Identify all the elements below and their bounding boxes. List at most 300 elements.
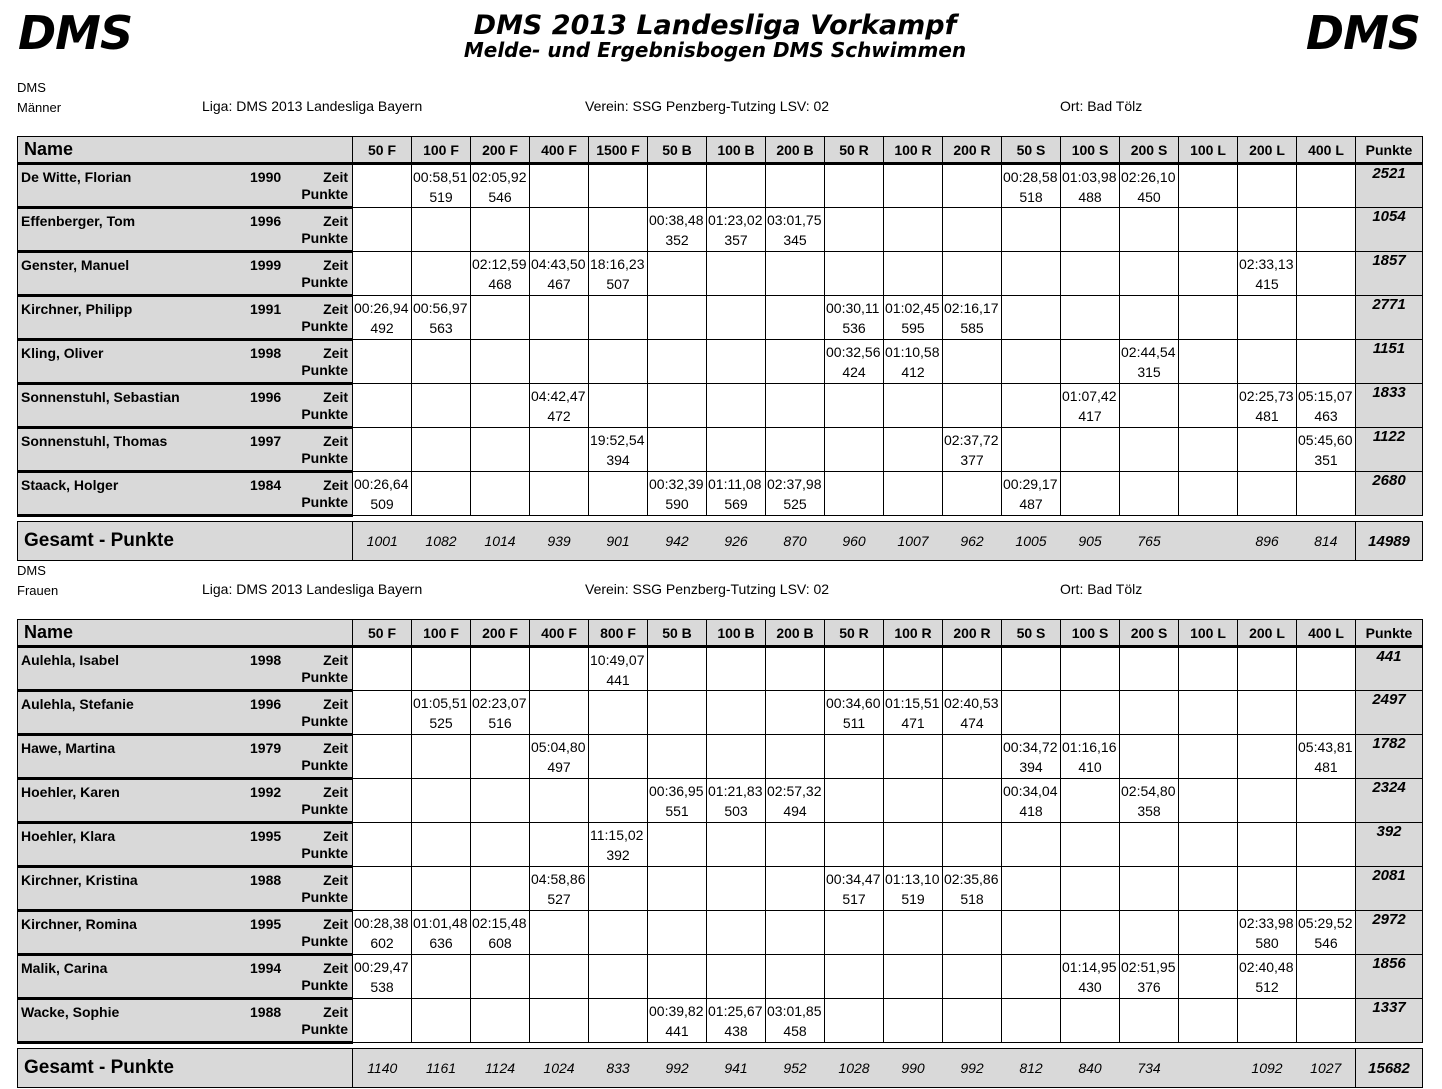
result-cell	[707, 867, 766, 911]
result-cell	[1297, 384, 1356, 428]
result-points: 488	[1078, 189, 1102, 205]
result-cell	[1061, 164, 1120, 208]
athlete-name: Aulehla, Stefanie	[21, 696, 134, 712]
result-cell	[412, 384, 471, 428]
athlete-total: 2081	[1356, 867, 1423, 911]
result-points: 492	[370, 320, 394, 336]
result-cell	[943, 647, 1002, 691]
result-cell	[884, 647, 943, 691]
result-cell	[1061, 296, 1120, 340]
result-points: 538	[370, 979, 394, 995]
liga-label: Liga: DMS 2013 Landesliga Bayern	[202, 98, 423, 114]
sum-value: 905	[1061, 522, 1120, 561]
event-header: 50 R	[825, 620, 884, 647]
results-table	[17, 136, 1423, 561]
result-cell	[1179, 867, 1238, 911]
result-points: 357	[724, 232, 748, 248]
result-points: 519	[429, 189, 453, 205]
result-points: 546	[1314, 935, 1338, 951]
table-row	[18, 208, 1423, 252]
result-cell	[1238, 340, 1297, 384]
athlete-name: Kirchner, Kristina	[21, 872, 138, 888]
result-time: 10:49,07	[590, 652, 645, 668]
result-cell	[1297, 208, 1356, 252]
result-cell	[1120, 164, 1179, 208]
result-time: 01:21,83	[708, 783, 763, 799]
result-cell	[589, 428, 648, 472]
result-time: 00:28,58	[1003, 169, 1058, 185]
athlete-total: 1122	[1356, 428, 1423, 472]
result-points: 412	[901, 364, 925, 380]
table-row	[18, 340, 1423, 384]
result-cell	[943, 252, 1002, 296]
athlete-info	[18, 867, 353, 911]
result-cell	[471, 955, 530, 999]
result-points: 602	[370, 935, 394, 951]
zeit-label: Zeit	[323, 345, 348, 361]
sum-value: 1007	[884, 522, 943, 561]
athlete-info	[18, 911, 353, 955]
zeit-label: Zeit	[323, 872, 348, 888]
event-header: 200 B	[766, 620, 825, 647]
result-cell	[648, 164, 707, 208]
result-cell	[412, 955, 471, 999]
sum-value: 1092	[1238, 1049, 1297, 1088]
result-cell	[766, 867, 825, 911]
title-line-2: Melde- und Ergebnisbogen DMS Schwimmen	[463, 38, 967, 63]
result-cell	[471, 735, 530, 779]
result-cell	[825, 955, 884, 999]
result-points: 511	[842, 715, 866, 731]
zeit-label: Zeit	[323, 433, 348, 449]
table-row	[18, 999, 1423, 1043]
athlete-year: 1995	[250, 828, 282, 844]
result-time: 00:32,39	[649, 476, 704, 492]
result-time: 01:10,58	[885, 344, 940, 360]
sum-value: 1027	[1297, 1049, 1356, 1088]
result-cell	[825, 384, 884, 428]
athlete-name: De Witte, Florian	[21, 169, 132, 185]
result-cell	[1179, 340, 1238, 384]
result-points: 519	[901, 891, 925, 907]
result-points: 551	[665, 803, 689, 819]
result-cell	[471, 340, 530, 384]
gender-label: Männer	[17, 100, 62, 115]
athlete-total: 2497	[1356, 691, 1423, 735]
result-time: 05:15,07	[1298, 388, 1353, 404]
result-points: 351	[1314, 452, 1338, 468]
result-cell	[825, 472, 884, 516]
table-row	[18, 296, 1423, 340]
result-cell	[648, 252, 707, 296]
event-header: 200 L	[1238, 137, 1297, 164]
result-time: 05:43,81	[1298, 739, 1353, 755]
sum-value: 992	[943, 1049, 1002, 1088]
result-time: 02:40,48	[1239, 959, 1294, 975]
result-cell	[1179, 296, 1238, 340]
result-cell	[884, 911, 943, 955]
result-cell	[1179, 955, 1238, 999]
result-points: 394	[606, 452, 630, 468]
result-cell	[530, 867, 589, 911]
result-cell	[353, 823, 412, 867]
event-header: 100 R	[884, 620, 943, 647]
athlete-name: Hoehler, Klara	[21, 828, 116, 844]
section-frauen	[17, 563, 1422, 1088]
event-header: 50 F	[353, 137, 412, 164]
result-cell	[943, 384, 1002, 428]
result-time: 01:14,95	[1062, 959, 1117, 975]
result-cell	[1179, 208, 1238, 252]
event-header: 50 B	[648, 137, 707, 164]
table-row	[18, 823, 1423, 867]
table-row	[18, 691, 1423, 735]
punkte-column-header: Punkte	[1356, 137, 1423, 164]
athlete-info	[18, 208, 353, 252]
athlete-year: 1998	[250, 652, 282, 668]
result-cell	[1238, 999, 1297, 1043]
result-cell	[589, 340, 648, 384]
result-cell	[766, 735, 825, 779]
athlete-info	[18, 384, 353, 428]
athlete-year: 1996	[250, 389, 282, 405]
result-cell	[530, 691, 589, 735]
table-row	[18, 472, 1423, 516]
athlete-name: Kirchner, Philipp	[21, 301, 133, 317]
athlete-year: 1999	[250, 257, 282, 273]
result-time: 02:57,32	[767, 783, 822, 799]
result-cell	[530, 340, 589, 384]
result-cell	[884, 472, 943, 516]
result-cell	[589, 691, 648, 735]
result-cell	[1002, 472, 1061, 516]
result-cell	[825, 999, 884, 1043]
result-cell	[766, 823, 825, 867]
result-cell	[1179, 999, 1238, 1043]
result-cell	[530, 823, 589, 867]
result-cell	[1297, 955, 1356, 999]
athlete-name: Hawe, Martina	[21, 740, 116, 756]
result-cell	[1002, 999, 1061, 1043]
result-cell	[1120, 428, 1179, 472]
result-cell	[943, 779, 1002, 823]
result-cell	[766, 955, 825, 999]
punkte-label: Punkte	[301, 186, 348, 202]
result-cell	[353, 647, 412, 691]
athlete-name: Wacke, Sophie	[21, 1004, 120, 1020]
table-row	[18, 911, 1423, 955]
result-cell	[530, 428, 589, 472]
result-time: 01:15,51	[885, 695, 940, 711]
result-points: 608	[488, 935, 512, 951]
result-cell	[1297, 252, 1356, 296]
result-cell	[1002, 296, 1061, 340]
athlete-name: Kling, Oliver	[21, 345, 104, 361]
event-header: 50 F	[353, 620, 412, 647]
result-time: 00:58,51	[413, 169, 468, 185]
result-points: 636	[429, 935, 453, 951]
athlete-info	[18, 428, 353, 472]
result-points: 410	[1078, 759, 1102, 775]
result-time: 04:42,47	[531, 388, 586, 404]
result-time: 05:04,80	[531, 739, 586, 755]
result-cell	[884, 735, 943, 779]
result-cell	[471, 691, 530, 735]
result-cell	[884, 296, 943, 340]
result-cell	[471, 252, 530, 296]
sum-value	[1179, 1049, 1238, 1088]
event-header: 400 L	[1297, 620, 1356, 647]
result-cell	[471, 647, 530, 691]
result-cell	[1120, 999, 1179, 1043]
result-time: 00:29,17	[1003, 476, 1058, 492]
result-cell	[1297, 647, 1356, 691]
result-cell	[648, 911, 707, 955]
result-cell	[1120, 735, 1179, 779]
result-time: 02:33,98	[1239, 915, 1294, 931]
result-time: 01:02,45	[885, 300, 940, 316]
athlete-year: 1997	[250, 433, 282, 449]
result-cell	[1120, 955, 1179, 999]
result-cell	[471, 472, 530, 516]
title-line-1: DMS 2013 Landesliga Vorkampf	[473, 10, 957, 41]
athlete-year: 1996	[250, 213, 282, 229]
result-points: 430	[1078, 979, 1102, 995]
result-points: 546	[488, 189, 512, 205]
result-points: 595	[901, 320, 925, 336]
zeit-label: Zeit	[323, 652, 348, 668]
punkte-label: Punkte	[301, 845, 348, 861]
result-cell	[707, 911, 766, 955]
sum-value: 990	[884, 1049, 943, 1088]
result-cell	[589, 296, 648, 340]
result-time: 00:28,38	[354, 915, 409, 931]
result-cell	[884, 955, 943, 999]
ort-label: Ort: Bad Tölz	[1060, 581, 1143, 597]
sum-value: 1028	[825, 1049, 884, 1088]
athlete-name: Kirchner, Romina	[21, 916, 137, 932]
result-cell	[648, 340, 707, 384]
verein-label: Verein: SSG Penzberg-Tutzing LSV: 02	[585, 581, 830, 597]
zeit-label: Zeit	[323, 828, 348, 844]
sum-value: 765	[1120, 522, 1179, 561]
punkte-label: Punkte	[301, 494, 348, 510]
result-points: 424	[842, 364, 866, 380]
athlete-total: 1833	[1356, 384, 1423, 428]
result-cell	[353, 164, 412, 208]
result-cell	[1061, 911, 1120, 955]
athlete-year: 1979	[250, 740, 282, 756]
event-header: 50 S	[1002, 620, 1061, 647]
gender-label: Frauen	[17, 583, 59, 598]
result-cell	[1061, 867, 1120, 911]
result-cell	[1297, 999, 1356, 1043]
result-cell	[1297, 340, 1356, 384]
result-cell	[825, 164, 884, 208]
result-cell	[825, 296, 884, 340]
sum-value: 1024	[530, 1049, 589, 1088]
result-cell	[648, 999, 707, 1043]
result-cell	[1238, 384, 1297, 428]
result-cell	[1238, 164, 1297, 208]
sum-value: 926	[707, 522, 766, 561]
result-points: 376	[1137, 979, 1161, 995]
event-header: 100 F	[412, 137, 471, 164]
result-cell	[530, 252, 589, 296]
result-cell	[1120, 779, 1179, 823]
result-cell	[1297, 735, 1356, 779]
punkte-label: Punkte	[301, 362, 348, 378]
sum-value: 962	[943, 522, 1002, 561]
event-header: 400 L	[1297, 137, 1356, 164]
result-cell	[471, 296, 530, 340]
result-cell	[353, 735, 412, 779]
result-points: 518	[960, 891, 984, 907]
table-row	[18, 428, 1423, 472]
result-cell	[1179, 384, 1238, 428]
result-time: 00:34,72	[1003, 739, 1058, 755]
result-cell	[1002, 735, 1061, 779]
sum-value: 960	[825, 522, 884, 561]
result-cell	[1120, 867, 1179, 911]
result-time: 01:16,16	[1062, 739, 1117, 755]
athlete-year: 1998	[250, 345, 282, 361]
result-time: 18:16,23	[590, 256, 645, 272]
athlete-total: 392	[1356, 823, 1423, 867]
result-time: 01:13,10	[885, 871, 940, 887]
ort-label: Ort: Bad Tölz	[1060, 98, 1143, 114]
sum-value: 942	[648, 522, 707, 561]
athlete-name: Hoehler, Karen	[21, 784, 120, 800]
result-cell	[1061, 823, 1120, 867]
sum-value: 992	[648, 1049, 707, 1088]
result-cell	[1120, 340, 1179, 384]
result-cell	[707, 428, 766, 472]
result-points: 518	[1019, 189, 1043, 205]
punkte-label: Punkte	[301, 274, 348, 290]
result-cell	[1002, 867, 1061, 911]
section-info	[17, 80, 1422, 136]
result-time: 03:01,85	[767, 1003, 822, 1019]
athlete-year: 1988	[250, 1004, 282, 1020]
result-cell	[1297, 691, 1356, 735]
athlete-year: 1996	[250, 696, 282, 712]
org-label: DMS	[17, 563, 46, 578]
result-cell	[648, 955, 707, 999]
athlete-name: Effenberger, Tom	[21, 213, 136, 229]
result-cell	[530, 911, 589, 955]
result-points: 441	[606, 672, 630, 688]
result-time: 04:43,50	[531, 256, 586, 272]
result-points: 474	[960, 715, 984, 731]
name-column-header: Name	[18, 137, 353, 164]
result-time: 02:12,59	[472, 256, 527, 272]
athlete-total: 1151	[1356, 340, 1423, 384]
event-header: 200 R	[943, 620, 1002, 647]
athlete-total: 2771	[1356, 296, 1423, 340]
result-cell	[943, 735, 1002, 779]
athlete-total: 1857	[1356, 252, 1423, 296]
athlete-info	[18, 955, 353, 999]
result-time: 02:54,80	[1121, 783, 1176, 799]
result-cell	[943, 296, 1002, 340]
table-row	[18, 735, 1423, 779]
result-points: 458	[783, 1023, 807, 1039]
sum-value: 1140	[353, 1049, 412, 1088]
result-cell	[884, 252, 943, 296]
athlete-total: 2521	[1356, 164, 1423, 208]
result-time: 02:35,86	[944, 871, 999, 887]
result-cell	[943, 823, 1002, 867]
result-cell	[1120, 691, 1179, 735]
result-cell	[884, 164, 943, 208]
result-cell	[353, 779, 412, 823]
result-cell	[353, 472, 412, 516]
result-time: 00:56,97	[413, 300, 468, 316]
result-cell	[530, 384, 589, 428]
result-cell	[1179, 647, 1238, 691]
result-cell	[1297, 867, 1356, 911]
athlete-info	[18, 164, 353, 208]
result-cell	[1002, 691, 1061, 735]
table-row	[18, 955, 1423, 999]
result-cell	[1238, 823, 1297, 867]
result-points: 517	[842, 891, 866, 907]
result-cell	[1061, 252, 1120, 296]
result-time: 00:29,47	[354, 959, 409, 975]
result-cell	[1002, 779, 1061, 823]
result-cell	[1002, 911, 1061, 955]
result-cell	[353, 296, 412, 340]
result-cell	[412, 164, 471, 208]
result-cell	[1061, 208, 1120, 252]
result-cell	[530, 164, 589, 208]
result-cell	[1061, 691, 1120, 735]
result-cell	[884, 999, 943, 1043]
athlete-name: Genster, Manuel	[21, 257, 130, 273]
result-cell	[589, 252, 648, 296]
athlete-total: 2972	[1356, 911, 1423, 955]
result-points: 467	[547, 276, 571, 292]
athlete-total: 441	[1356, 647, 1423, 691]
event-header: 100 L	[1179, 137, 1238, 164]
result-cell	[943, 472, 1002, 516]
header-row	[18, 620, 1423, 647]
punkte-label: Punkte	[301, 669, 348, 685]
athlete-year: 1988	[250, 872, 282, 888]
result-points: 472	[547, 408, 571, 424]
result-points: 392	[606, 847, 630, 863]
result-cell	[1297, 472, 1356, 516]
result-cell	[648, 428, 707, 472]
result-cell	[707, 164, 766, 208]
event-header: 50 B	[648, 620, 707, 647]
result-cell	[1179, 735, 1238, 779]
result-cell	[1238, 911, 1297, 955]
result-cell	[1061, 384, 1120, 428]
result-cell	[707, 384, 766, 428]
result-cell	[1120, 384, 1179, 428]
result-cell	[1120, 296, 1179, 340]
zeit-label: Zeit	[323, 1004, 348, 1020]
result-cell	[412, 428, 471, 472]
result-cell	[471, 999, 530, 1043]
result-points: 503	[724, 803, 748, 819]
result-time: 11:15,02	[590, 827, 644, 843]
athlete-total: 1337	[1356, 999, 1423, 1043]
result-cell	[707, 296, 766, 340]
result-cell	[1061, 955, 1120, 999]
